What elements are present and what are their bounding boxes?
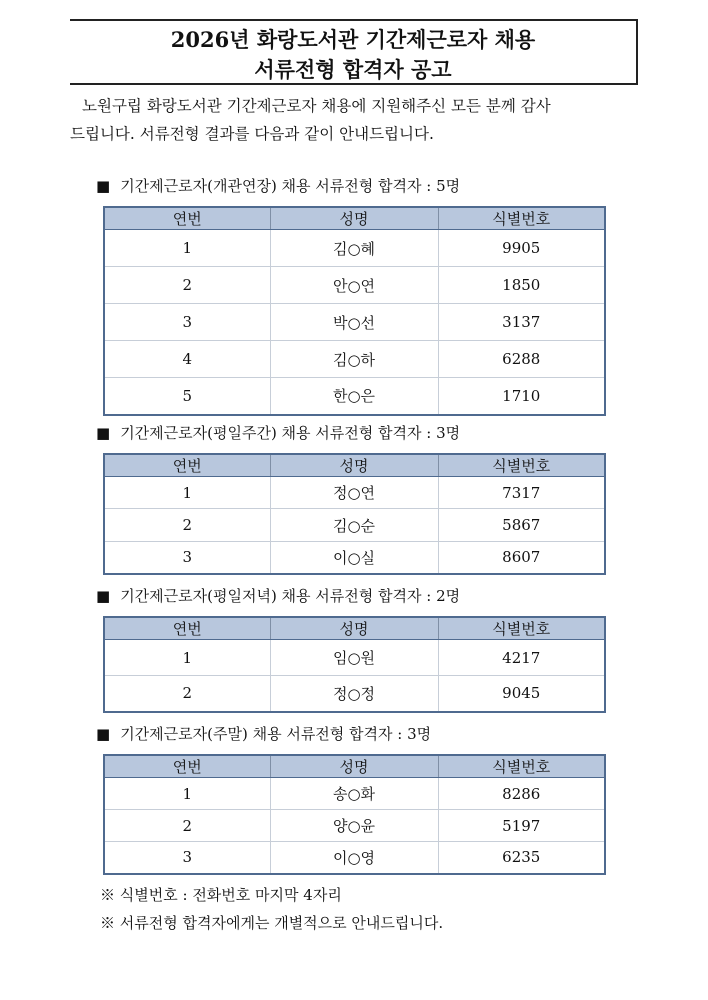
section-heading-weekend bbox=[96, 723, 431, 744]
table-row bbox=[104, 640, 605, 676]
table-row bbox=[104, 842, 605, 874]
cell-id-number: 1710 bbox=[438, 378, 605, 415]
note-individual-notification: ※ 서류전형 합격자에게는 개별적으로 안내드립니다. bbox=[100, 914, 444, 932]
table-header-row bbox=[104, 755, 605, 778]
header-number: 연번 bbox=[104, 207, 270, 230]
cell-id-number: 4217 bbox=[438, 640, 605, 676]
cell-name: 이○영 bbox=[270, 842, 438, 874]
header-number: 연번 bbox=[104, 617, 270, 640]
cell-name: 송○화 bbox=[270, 778, 438, 810]
cell-name: 박○선 bbox=[270, 304, 438, 341]
section-heading-weekday-evening bbox=[96, 585, 460, 606]
cell-id-number: 9905 bbox=[438, 230, 605, 267]
section-heading-text: 기간제근로자(평일저녁) 채용 서류전형 합격자 : 2명 bbox=[120, 587, 461, 605]
intro-line1: 노원구립 화랑도서관 기간제근로자 채용에 지원해주신 모든 분께 감사 bbox=[82, 97, 551, 115]
cell-number: 1 bbox=[104, 230, 270, 267]
cell-number: 2 bbox=[104, 509, 270, 542]
cell-name: 이○실 bbox=[270, 542, 438, 574]
cell-id-number: 5197 bbox=[438, 810, 605, 842]
header-id-number: 식별번호 bbox=[438, 207, 605, 230]
cell-id-number: 1850 bbox=[438, 267, 605, 304]
cell-id-number: 9045 bbox=[438, 676, 605, 712]
cell-name: 정○연 bbox=[270, 477, 438, 509]
cell-name: 임○원 bbox=[270, 640, 438, 676]
header-name: 성명 bbox=[270, 617, 438, 640]
cell-number: 1 bbox=[104, 477, 270, 509]
square-bullet-icon: ■ bbox=[96, 177, 111, 195]
table-header-row bbox=[104, 617, 605, 640]
table-row bbox=[104, 230, 605, 267]
cell-number: 2 bbox=[104, 267, 270, 304]
cell-number: 2 bbox=[104, 810, 270, 842]
cell-id-number: 7317 bbox=[438, 477, 605, 509]
header-id-number: 식별번호 bbox=[438, 755, 605, 778]
section-heading-text: 기간제근로자(평일주간) 채용 서류전형 합격자 : 3명 bbox=[120, 424, 461, 442]
table-header-row bbox=[104, 207, 605, 230]
cell-name: 김○하 bbox=[270, 341, 438, 378]
table-header-row bbox=[104, 454, 605, 477]
header-name: 성명 bbox=[270, 207, 438, 230]
square-bullet-icon: ■ bbox=[96, 725, 111, 743]
results-table-extended-hours bbox=[103, 206, 606, 416]
table-row bbox=[104, 304, 605, 341]
table-row bbox=[104, 477, 605, 509]
note-id-number-explanation: ※ 식별번호 : 전화번호 마지막 4자리 bbox=[100, 886, 342, 904]
cell-name: 김○혜 bbox=[270, 230, 438, 267]
table-row bbox=[104, 378, 605, 415]
section-heading-weekday-day bbox=[96, 422, 460, 443]
cell-number: 2 bbox=[104, 676, 270, 712]
cell-name: 양○윤 bbox=[270, 810, 438, 842]
cell-name: 김○순 bbox=[270, 509, 438, 542]
cell-id-number: 5867 bbox=[438, 509, 605, 542]
cell-name: 안○연 bbox=[270, 267, 438, 304]
header-id-number: 식별번호 bbox=[438, 617, 605, 640]
cell-id-number: 8286 bbox=[438, 778, 605, 810]
header-number: 연번 bbox=[104, 755, 270, 778]
table-row bbox=[104, 267, 605, 304]
notice-title-line2: 서류전형 합격자 공고 bbox=[254, 57, 452, 82]
table-row bbox=[104, 341, 605, 378]
square-bullet-icon: ■ bbox=[96, 587, 111, 605]
intro-line2: 드립니다. 서류전형 결과를 다음과 같이 안내드립니다. bbox=[70, 125, 434, 143]
table-row bbox=[104, 509, 605, 542]
cell-number: 5 bbox=[104, 378, 270, 415]
cell-name: 정○정 bbox=[270, 676, 438, 712]
header-name: 성명 bbox=[270, 755, 438, 778]
notice-title-line1: 2026년 화랑도서관 기간제근로자 채용 bbox=[170, 27, 536, 52]
results-table-weekday-day bbox=[103, 453, 606, 575]
cell-id-number: 6235 bbox=[438, 842, 605, 874]
table-row bbox=[104, 542, 605, 574]
table-row bbox=[104, 676, 605, 712]
notice-title-box bbox=[70, 19, 638, 85]
cell-number: 3 bbox=[104, 542, 270, 574]
cell-id-number: 6288 bbox=[438, 341, 605, 378]
cell-name: 한○은 bbox=[270, 378, 438, 415]
cell-number: 4 bbox=[104, 341, 270, 378]
cell-number: 1 bbox=[104, 640, 270, 676]
section-heading-text: 기간제근로자(주말) 채용 서류전형 합격자 : 3명 bbox=[120, 725, 432, 743]
intro-paragraph bbox=[70, 92, 645, 148]
table-row bbox=[104, 810, 605, 842]
results-table-weekday-evening bbox=[103, 616, 606, 713]
cell-number: 1 bbox=[104, 778, 270, 810]
cell-id-number: 3137 bbox=[438, 304, 605, 341]
results-table-weekend bbox=[103, 754, 606, 875]
cell-id-number: 8607 bbox=[438, 542, 605, 574]
cell-number: 3 bbox=[104, 304, 270, 341]
section-heading-text: 기간제근로자(개관연장) 채용 서류전형 합격자 : 5명 bbox=[120, 177, 461, 195]
header-name: 성명 bbox=[270, 454, 438, 477]
header-id-number: 식별번호 bbox=[438, 454, 605, 477]
table-row bbox=[104, 778, 605, 810]
header-number: 연번 bbox=[104, 454, 270, 477]
square-bullet-icon: ■ bbox=[96, 424, 111, 442]
cell-number: 3 bbox=[104, 842, 270, 874]
section-heading-extended-hours bbox=[96, 175, 460, 196]
